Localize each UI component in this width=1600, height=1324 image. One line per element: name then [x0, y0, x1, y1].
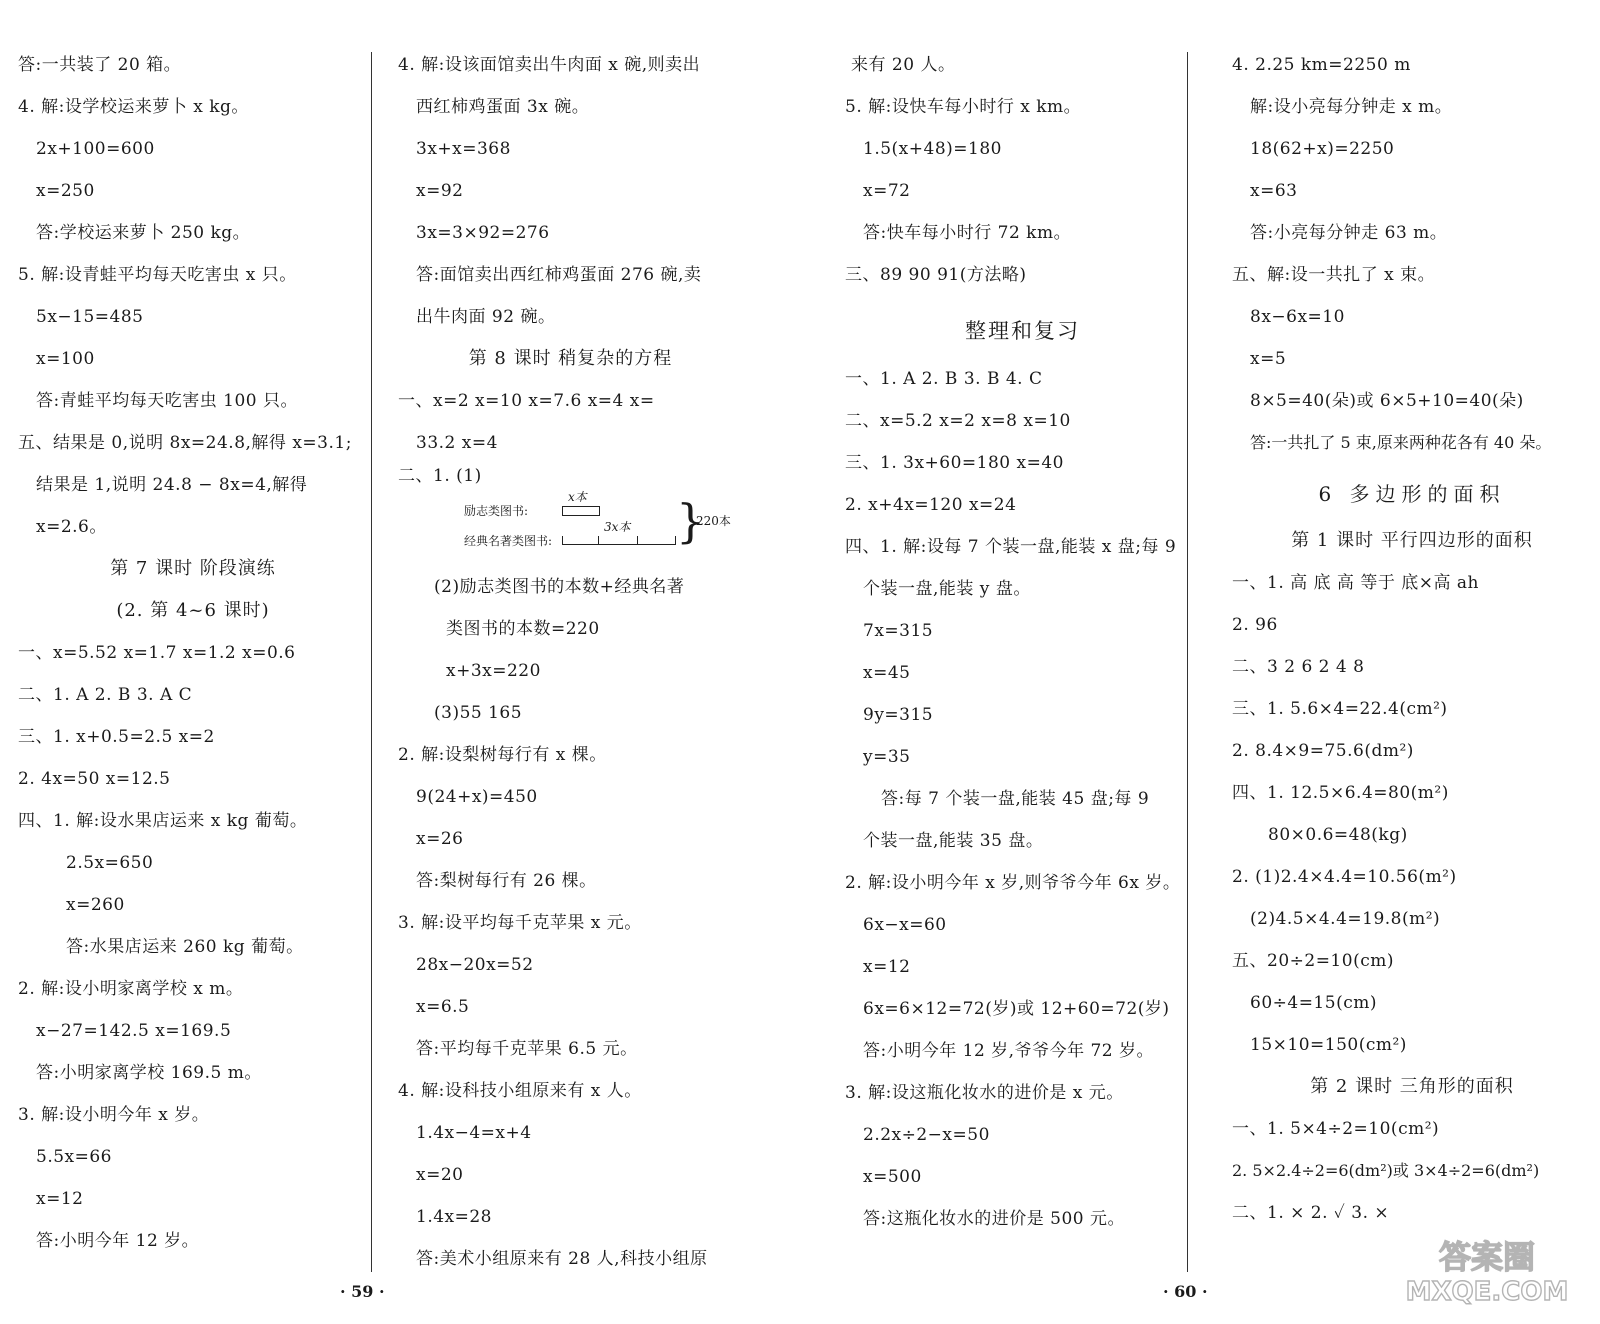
column-2: [398, 44, 743, 1280]
watermark-line2: MXQE.COM: [1405, 1277, 1569, 1306]
unit-heading: 6 多边形的面积: [1318, 482, 1506, 506]
text-line: 答:面馆卖出西红柿鸡蛋面 276 碗,卖: [416, 265, 702, 285]
text-line: 三、89 90 91(方法略): [845, 265, 1027, 285]
text-line: 2.2x÷2−x=50: [863, 1125, 990, 1145]
text-line: x=63: [1250, 181, 1298, 201]
text-line: 三、1. 5.6×4=22.4(cm²): [1232, 699, 1448, 719]
text-line: 2. (1)2.4×4.4=10.56(m²): [1232, 867, 1457, 887]
diagram-note-x: x本: [568, 490, 587, 504]
text-line: 一、1. 高 底 高 等于 底×高 ah: [1232, 573, 1479, 593]
text-line: 答:青蛙平均每天吃害虫 100 只。: [36, 391, 298, 411]
text-line: 2. 4x=50 x=12.5: [18, 769, 171, 789]
diagram-note-3x: 3x本: [604, 520, 631, 534]
text-line: 答:一共装了 20 箱。: [18, 55, 182, 75]
watermark-logo: [1392, 1232, 1582, 1306]
text-line: 5.5x=66: [36, 1147, 112, 1167]
text-line: 答:小明家离学校 169.5 m。: [36, 1063, 262, 1083]
lesson-subheading: (2. 第 4~6 课时): [116, 600, 270, 621]
text-line: 2. 解:设梨树每行有 x 棵。: [398, 745, 607, 765]
text-line: 1.5(x+48)=180: [863, 139, 1002, 159]
text-line: 答:水果店运来 260 kg 葡萄。: [66, 937, 304, 957]
text-line: 4. 2.25 km=2250 m: [1232, 55, 1411, 75]
text-line: 6x−x=60: [863, 915, 947, 935]
text-line: 4. 解:设学校运来萝卜 x kg。: [18, 97, 249, 117]
text-line: 2.5x=650: [66, 853, 154, 873]
text-line: (2)4.5×4.4=19.8(m²): [1250, 909, 1441, 929]
text-line: (2)励志类图书的本数+经典名著: [434, 577, 685, 597]
text-line: 33.2 x=4: [416, 433, 498, 453]
text-line: 二、1. × 2. ✓ 3. ×: [1232, 1203, 1390, 1223]
text-line: x=5: [1250, 349, 1287, 369]
page-number-left: · 59 ·: [340, 1282, 385, 1301]
text-line: 18(62+x)=2250: [1250, 139, 1395, 159]
text-line: 5. 解:设青蛙平均每天吃害虫 x 只。: [18, 265, 297, 285]
text-line: 5. 解:设快车每小时行 x km。: [845, 97, 1082, 117]
text-line: 3x+x=368: [416, 139, 511, 159]
text-line: 3. 解:设这瓶化妆水的进价是 x 元。: [845, 1083, 1124, 1103]
text-line: 答:小亮每分钟走 63 m。: [1250, 223, 1448, 243]
text-line: x+3x=220: [446, 661, 541, 681]
text-line: 个装一盘,能装 35 盘。: [863, 831, 1044, 851]
text-line: 2x+100=600: [36, 139, 155, 159]
text-line: x=2.6。: [36, 517, 107, 537]
text-line: 2. 96: [1232, 615, 1278, 635]
text-line: 60÷4=15(cm): [1250, 993, 1377, 1013]
text-line: 四、1. 12.5×6.4=80(m²): [1232, 783, 1449, 803]
text-line: 9(24+x)=450: [416, 787, 538, 807]
text-line: 三、1. 3x+60=180 x=40: [845, 453, 1064, 473]
text-line: x=12: [36, 1189, 84, 1209]
text-line: x=260: [66, 895, 125, 915]
text-line: 3. 解:设平均每千克苹果 x 元。: [398, 913, 642, 933]
text-line: 5x−15=485: [36, 307, 144, 327]
text-line: 西红柿鸡蛋面 3x 碗。: [416, 97, 590, 117]
text-line: x=20: [416, 1165, 464, 1185]
text-line: 2. 解:设小明家离学校 x m。: [18, 979, 244, 999]
text-line: 五、解:设一共扎了 x 束。: [1232, 265, 1436, 285]
text-line: 二、3 2 6 2 4 8: [1232, 657, 1365, 677]
page-number-right: · 60 ·: [1163, 1282, 1208, 1301]
text-line: y=35: [863, 747, 911, 767]
text-line: 答:快车每小时行 72 km。: [863, 223, 1072, 243]
text-line: 4. 解:设科技小组原来有 x 人。: [398, 1081, 642, 1101]
text-line: x=6.5: [416, 997, 470, 1017]
text-line: 答:学校运来萝卜 250 kg。: [36, 223, 251, 243]
line-segment-diagram: [464, 488, 743, 566]
diagram-segment-classics-ticks: [598, 536, 638, 544]
text-line: 三、1. x+0.5=2.5 x=2: [18, 727, 215, 747]
text-line: x=26: [416, 829, 464, 849]
text-line: x−27=142.5 x=169.5: [36, 1021, 232, 1041]
text-line: x=72: [863, 181, 911, 201]
text-line: 答:小明今年 12 岁。: [36, 1231, 200, 1251]
text-line: 结果是 1,说明 24.8 − 8x=4,解得: [36, 475, 308, 495]
text-line: x=250: [36, 181, 95, 201]
text-line: 3. 解:设小明今年 x 岁。: [18, 1105, 210, 1125]
text-line: 答:每 7 个装一盘,能装 45 盘;每 9: [881, 789, 1150, 809]
text-line: 来有 20 人。: [851, 55, 956, 75]
text-line: 一、1. 5×4÷2=10(cm²): [1232, 1119, 1440, 1139]
text-line: 类图书的本数=220: [446, 619, 600, 639]
text-line: 答:梨树每行有 26 棵。: [416, 871, 597, 891]
text-line: 8x−6x=10: [1250, 307, 1345, 327]
text-line: 8×5=40(朵)或 6×5+10=40(朵): [1250, 391, 1524, 411]
text-line: 6x=6×12=72(岁)或 12+60=72(岁): [863, 999, 1170, 1019]
text-line: 1.4x−4=x+4: [416, 1123, 532, 1143]
text-line: 2. 解:设小明今年 x 岁,则爷爷今年 6x 岁。: [845, 873, 1181, 893]
text-line: 答:这瓶化妆水的进价是 500 元。: [863, 1209, 1125, 1229]
column-1: [18, 44, 368, 1262]
text-line: x=45: [863, 663, 911, 683]
diagram-segment-inspirational: [562, 506, 600, 516]
text-line: 一、x=2 x=10 x=7.6 x=4 x=: [398, 391, 655, 411]
lesson-heading: 第 2 课时 三角形的面积: [1310, 1076, 1514, 1097]
text-line: 80×0.6=48(kg): [1268, 825, 1408, 845]
text-line: 2. 5×2.4÷2=6(dm²)或 3×4÷2=6(dm²): [1232, 1161, 1540, 1180]
text-line: 解:设小亮每分钟走 x m。: [1250, 97, 1453, 117]
watermark-line1: 答案圈: [1438, 1238, 1536, 1276]
text-line: (3)55 165: [434, 703, 523, 723]
text-line: 四、1. 解:设每 7 个装一盘,能装 x 盘;每 9: [845, 537, 1177, 557]
lesson-heading: 第 1 课时 平行四边形的面积: [1291, 530, 1533, 551]
lesson-heading: 第 7 课时 阶段演练: [110, 558, 276, 579]
text-line: x=92: [416, 181, 464, 201]
text-line: 4. 解:设该面馆卖出牛肉面 x 碗,则卖出: [398, 55, 701, 75]
text-line: 二、1. (1): [398, 466, 482, 486]
text-line: 二、x=5.2 x=2 x=8 x=10: [845, 411, 1071, 431]
diagram-label-classics: 经典名著类图书:: [464, 534, 553, 548]
text-line: 一、1. A 2. B 3. B 4. C: [845, 369, 1043, 389]
text-line: 2. x+4x=120 x=24: [845, 495, 1017, 515]
text-line: x=500: [863, 1167, 922, 1187]
diagram-label-inspirational: 励志类图书:: [464, 504, 529, 518]
text-line: 7x=315: [863, 621, 934, 641]
diagram-brace: }: [676, 494, 706, 548]
text-line: 28x−20x=52: [416, 955, 534, 975]
diagram-total: 220本: [696, 514, 731, 528]
text-line: 一、x=5.52 x=1.7 x=1.2 x=0.6: [18, 643, 296, 663]
text-line: 二、1. A 2. B 3. A C: [18, 685, 193, 705]
text-line: 五、结果是 0,说明 8x=24.8,解得 x=3.1;: [18, 433, 352, 453]
text-line: x=12: [863, 957, 911, 977]
text-line: 五、20÷2=10(cm): [1232, 951, 1394, 971]
text-line: x=100: [36, 349, 95, 369]
lesson-heading: 第 8 课时 稍复杂的方程: [468, 348, 673, 369]
text-line: 3x=3×92=276: [416, 223, 550, 243]
column-divider: [371, 52, 372, 1272]
column-3: [845, 44, 1200, 1240]
text-line: 答:平均每千克苹果 6.5 元。: [416, 1039, 638, 1059]
text-line: 出牛肉面 92 碗。: [416, 307, 556, 327]
column-4: [1232, 44, 1592, 1234]
text-line: 答:美术小组原来有 28 人,科技小组原: [416, 1249, 708, 1269]
text-line: 答:一共扎了 5 束,原来两种花各有 40 朵。: [1250, 433, 1552, 452]
text-line: 答:小明今年 12 岁,爷爷今年 72 岁。: [863, 1041, 1155, 1061]
text-line: 个装一盘,能装 y 盘。: [863, 579, 1031, 599]
text-line: 15×10=150(cm²): [1250, 1035, 1407, 1055]
text-line: 1.4x=28: [416, 1207, 492, 1227]
text-line: 9y=315: [863, 705, 934, 725]
text-line: 2. 8.4×9=75.6(dm²): [1232, 741, 1414, 761]
section-heading: 整理和复习: [965, 319, 1080, 343]
text-line: 四、1. 解:设水果店运来 x kg 葡萄。: [18, 811, 308, 831]
